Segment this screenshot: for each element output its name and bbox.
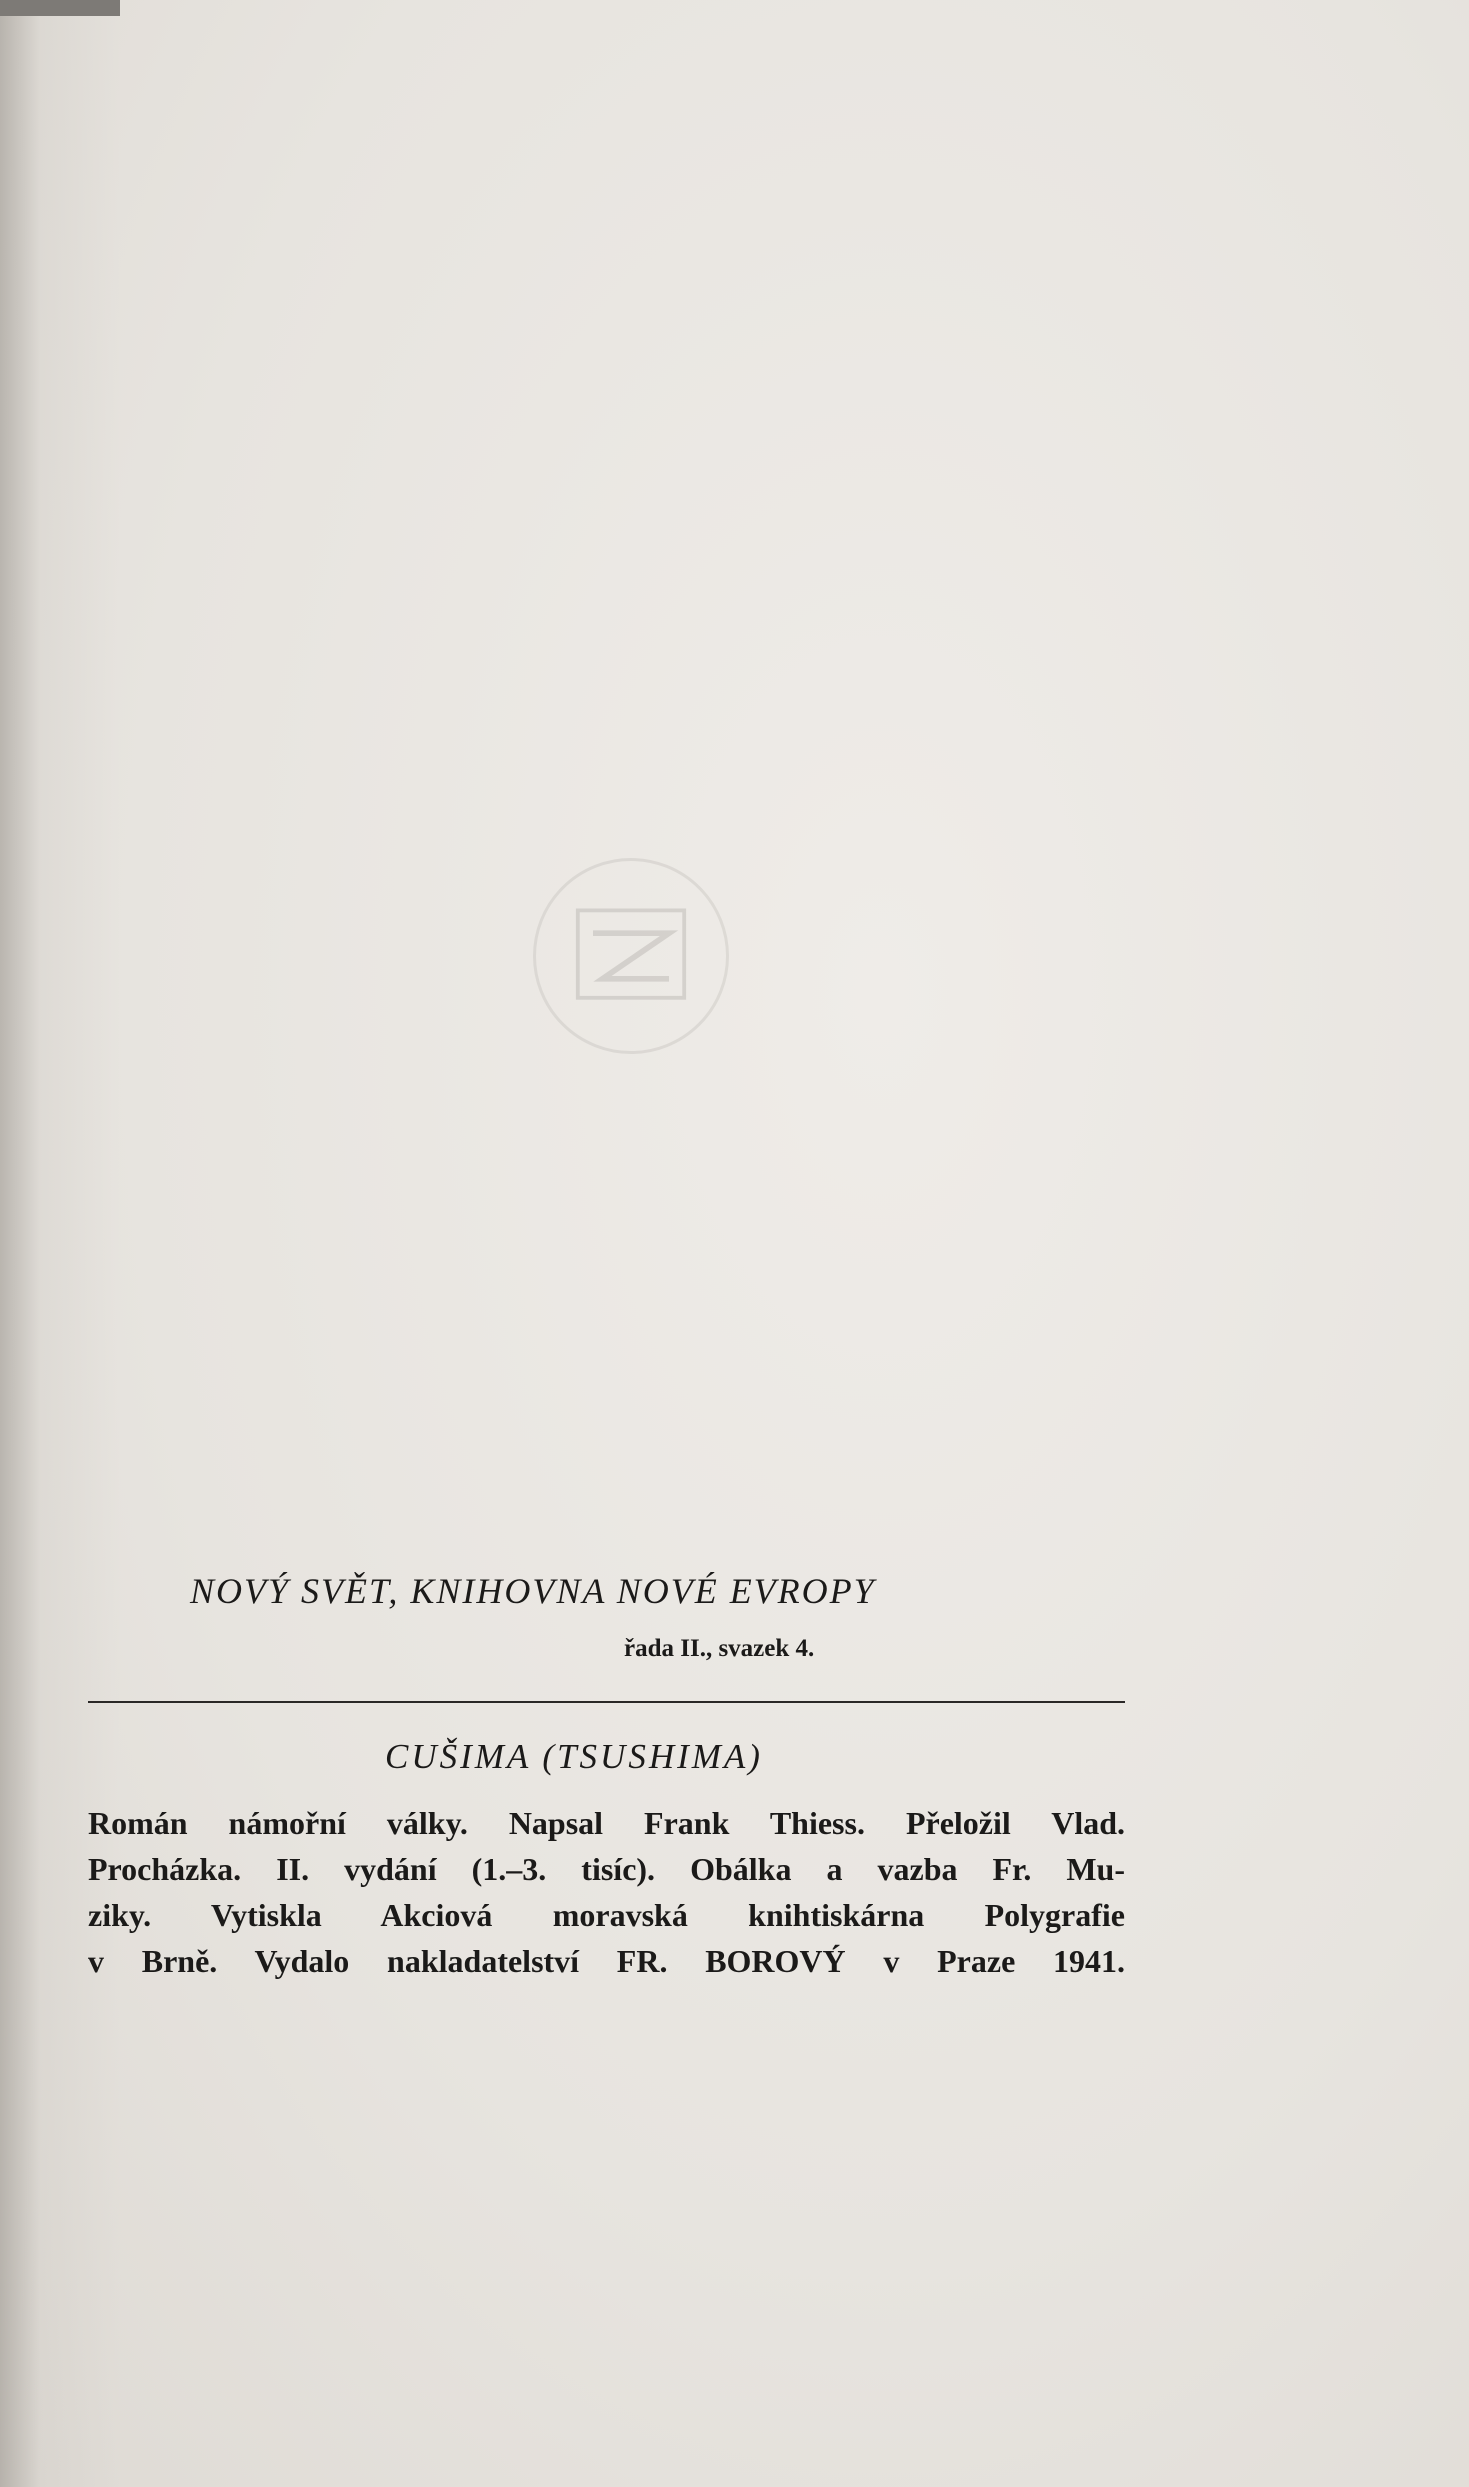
imprint-line: Román námořní války. Napsal Frank Thiess. Přeložil Vlad. xyxy=(88,1805,1125,1841)
imprint-line: v Brně. Vydalo nakladatelství FR. BOROVÝ v Praze 1941. xyxy=(88,1943,1125,1979)
page-edge-shadow xyxy=(0,0,120,16)
imprint-line: ziky. Vytiskla Akciová moravská knihtiskárna Polygrafie xyxy=(88,1897,1125,1933)
library-stamp xyxy=(533,858,729,1054)
imprint-paragraph xyxy=(88,1800,1125,1984)
series-volume: řada II., svazek 4. xyxy=(624,1635,815,1662)
imprint-line: Procházka. II. vydání (1.–3. tisíc). Obálka a vazba Fr. Mu- xyxy=(88,1851,1125,1887)
book-title: CUŠIMA (TSUSHIMA) xyxy=(385,1737,763,1776)
divider xyxy=(88,1701,1125,1703)
series-title: NOVÝ SVĚT, KNIHOVNA NOVÉ EVROPY xyxy=(190,1571,876,1611)
